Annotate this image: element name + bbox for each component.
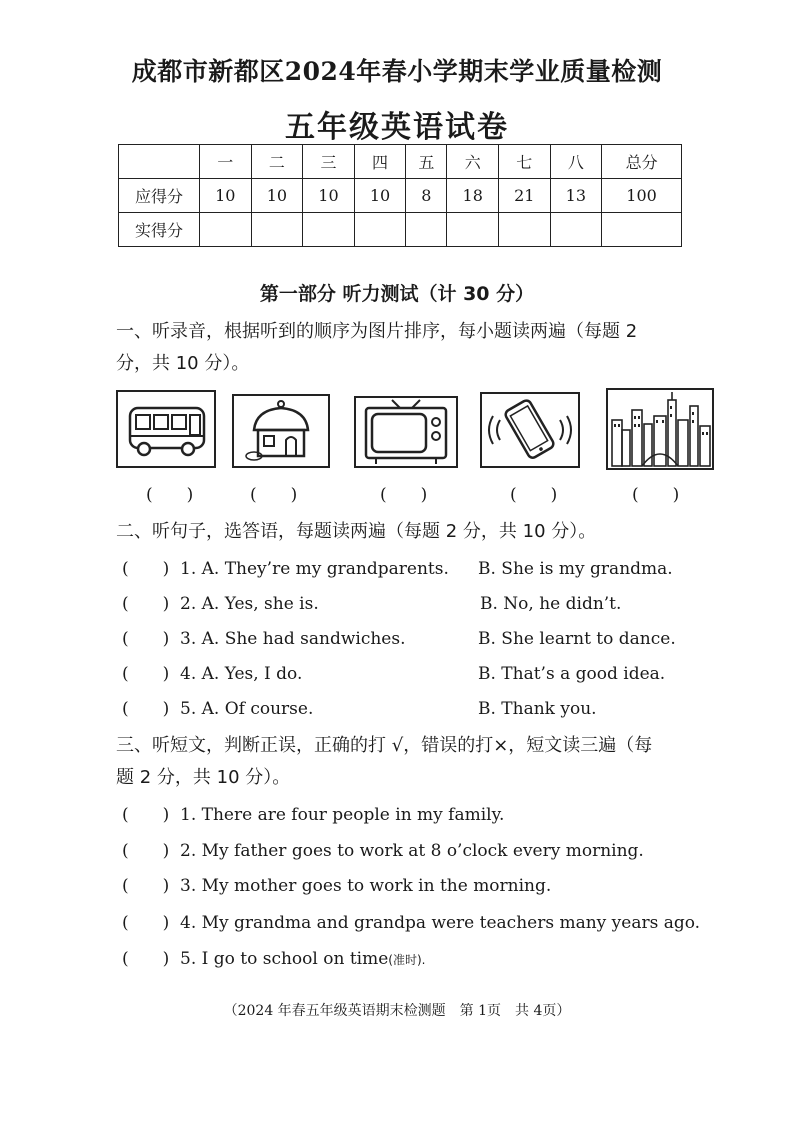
q2-option-a: 2. A. Yes, she is. <box>180 594 319 614</box>
q3-statement: 3. My mother goes to work in the morning. <box>180 876 552 896</box>
q3-answer-blank[interactable]: ( ) <box>122 841 170 861</box>
q1-heading-line1: 一、听录音，根据听到的顺序为图片排序，每小题读两遍（每题 2 <box>116 321 638 342</box>
score-col-total: 总分 <box>602 145 682 179</box>
phone-icon <box>480 392 580 468</box>
actual-score-cell[interactable] <box>447 213 499 247</box>
q3-statement: 4. My grandma and grandpa were teachers many years ago. <box>180 913 701 933</box>
score-col-3: 三 <box>303 145 355 179</box>
q2-option-a: 5. A. Of course. <box>180 699 314 719</box>
expected-score-cell: 10 <box>251 179 303 213</box>
score-col-5: 五 <box>406 145 447 179</box>
q3-item <box>122 801 702 829</box>
score-table-expected-row <box>119 179 682 213</box>
actual-score-total[interactable] <box>602 213 682 247</box>
q1-heading <box>116 316 696 380</box>
q3-heading <box>116 730 696 794</box>
score-col-7: 七 <box>498 145 550 179</box>
q2-item <box>122 660 702 688</box>
score-table <box>118 144 682 247</box>
q2-option-a: 4. A. Yes, I do. <box>180 664 303 684</box>
q1-answer-blank[interactable]: ( ) <box>250 485 298 505</box>
page-footer: （2024 年春五年级英语期末检测题 第 1页 共 4页） <box>223 1003 571 1019</box>
q2-answer-blank[interactable]: ( ) <box>122 664 170 684</box>
expected-score-cell: 10 <box>354 179 406 213</box>
bus-icon <box>116 390 216 468</box>
city-icon <box>606 388 714 470</box>
part1-title: 第一部分 听力测试（计 30 分） <box>259 283 535 305</box>
expected-score-cell: 18 <box>447 179 499 213</box>
q1-answer-blank[interactable]: ( ) <box>380 485 428 505</box>
actual-score-cell[interactable] <box>251 213 303 247</box>
q2-option-b: B. She is my grandma. <box>478 559 673 579</box>
expected-score-cell: 10 <box>200 179 252 213</box>
q3-item <box>122 945 702 973</box>
q3-heading-line1: 三、听短文，判断正误，正确的打 √，错误的打×，短文读三遍（每 <box>116 735 653 756</box>
q3-statement-text: 5. I go to school on time <box>180 949 389 969</box>
q3-heading-line2: 题 2 分，共 10 分）。 <box>116 767 291 788</box>
tv-icon <box>354 396 458 468</box>
actual-score-cell[interactable] <box>303 213 355 247</box>
q3-item <box>122 872 702 900</box>
q1-answer-row <box>0 480 794 504</box>
score-col-4: 四 <box>354 145 406 179</box>
q2-option-b: B. No, he didn’t. <box>480 594 622 614</box>
score-table-actual-row <box>119 213 682 247</box>
q3-statement: 1. There are four people in my family. <box>180 805 505 825</box>
q3-statement-note: (准时). <box>388 953 426 967</box>
q2-option-b: B. Thank you. <box>478 699 597 719</box>
q2-item <box>122 590 702 618</box>
q1-heading-line2: 分，共 10 分）。 <box>116 353 250 374</box>
q1-answer-blank[interactable]: ( ) <box>146 485 194 505</box>
q2-option-a: 3. A. She had sandwiches. <box>180 629 406 649</box>
q3-answer-blank[interactable]: ( ) <box>122 913 170 933</box>
q3-answer-blank[interactable]: ( ) <box>122 876 170 896</box>
actual-score-cell[interactable] <box>498 213 550 247</box>
q3-item <box>122 837 702 865</box>
actual-score-cell[interactable] <box>200 213 252 247</box>
score-col-2: 二 <box>251 145 303 179</box>
q3-answer-blank[interactable]: ( ) <box>122 805 170 825</box>
actual-score-cell[interactable] <box>354 213 406 247</box>
q2-answer-blank[interactable]: ( ) <box>122 559 170 579</box>
score-col-6: 六 <box>447 145 499 179</box>
q2-item <box>122 695 702 723</box>
actual-score-label: 实得分 <box>119 213 200 247</box>
expected-score-cell: 21 <box>498 179 550 213</box>
q2-heading: 二、听句子，选答语，每题读两遍（每题 2 分，共 10 分）。 <box>116 521 597 542</box>
q3-statement: 2. My father goes to work at 8 o’clock every morning. <box>180 841 644 861</box>
score-col-1: 一 <box>200 145 252 179</box>
expected-score-cell: 8 <box>406 179 447 213</box>
expected-score-total: 100 <box>602 179 682 213</box>
q2-option-b: B. She learnt to dance. <box>478 629 676 649</box>
exam-subtitle: 五年级英语试卷 <box>285 110 509 145</box>
q2-option-a: 1. A. They’re my grandparents. <box>180 559 449 579</box>
actual-score-cell[interactable] <box>406 213 447 247</box>
q2-answer-blank[interactable]: ( ) <box>122 594 170 614</box>
q1-pictures <box>0 386 794 476</box>
q2-item <box>122 625 702 653</box>
expected-score-cell: 13 <box>550 179 602 213</box>
score-col-8: 八 <box>550 145 602 179</box>
q3-statement <box>180 945 425 974</box>
q2-answer-blank[interactable]: ( ) <box>122 629 170 649</box>
q2-answer-blank[interactable]: ( ) <box>122 699 170 719</box>
expected-score-label: 应得分 <box>119 179 200 213</box>
exam-title: 成都市新都区2024年春小学期末学业质量检测 <box>131 57 663 86</box>
score-table-corner <box>119 145 200 179</box>
q2-option-b: B. That’s a good idea. <box>478 664 666 684</box>
q1-answer-blank[interactable]: ( ) <box>510 485 558 505</box>
house-icon <box>232 394 330 468</box>
actual-score-cell[interactable] <box>550 213 602 247</box>
q2-item <box>122 555 702 583</box>
expected-score-cell: 10 <box>303 179 355 213</box>
q3-item <box>122 909 702 937</box>
q3-answer-blank[interactable]: ( ) <box>122 949 170 969</box>
q1-answer-blank[interactable]: ( ) <box>632 485 680 505</box>
score-table-header-row <box>119 145 682 179</box>
